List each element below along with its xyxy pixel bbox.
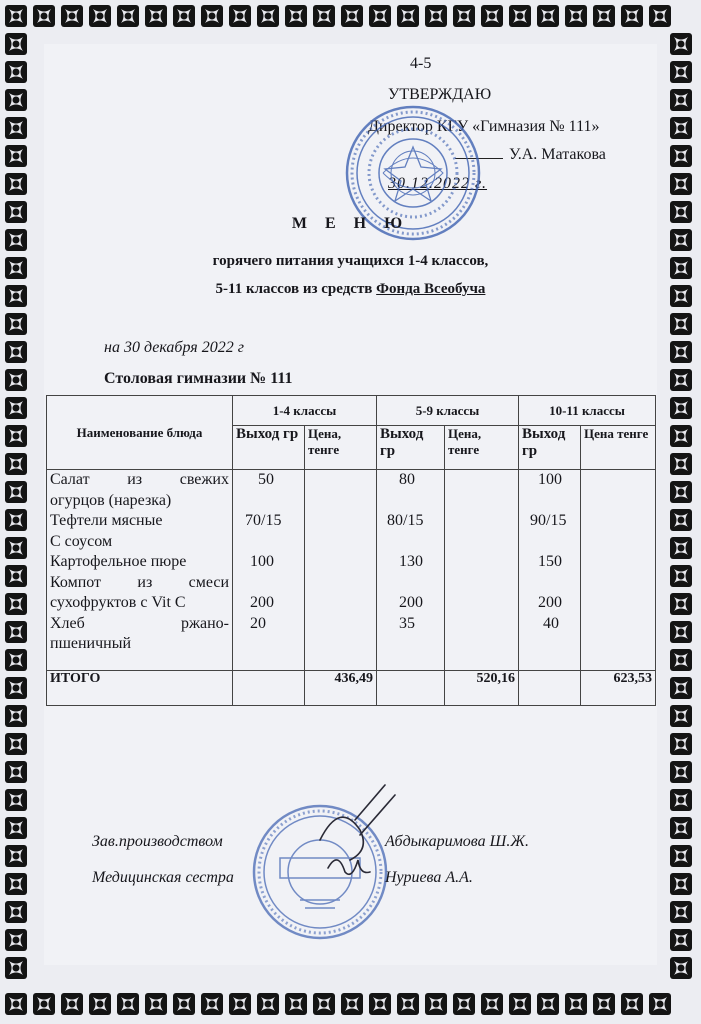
border-ornament [5, 369, 27, 391]
dish-line: огурцов (нарезка) [50, 491, 172, 509]
border-ornament [670, 677, 692, 699]
yield-value: 200 [250, 594, 274, 611]
border-ornament [670, 817, 692, 839]
border-ornament [61, 993, 83, 1015]
border-ornament [33, 5, 55, 27]
yield-value: 80 [399, 471, 415, 488]
border-ornament [5, 929, 27, 951]
border-ornament [5, 733, 27, 755]
border-ornament [285, 993, 307, 1015]
approval-heading: УТВЕРЖДАЮ [388, 86, 492, 103]
price-header: Цена, тенге [305, 426, 377, 470]
empty-cell [233, 671, 305, 706]
border-ornament [5, 789, 27, 811]
price-header: Цена, тенге [445, 426, 519, 470]
border-ornament [201, 993, 223, 1015]
yield-value: 90/15 [530, 512, 567, 529]
border-ornament [5, 761, 27, 783]
border-ornament [670, 621, 692, 643]
yield-value: 20 [250, 614, 266, 632]
production-name: Абдыкаримова Ш.Ж. [385, 833, 529, 850]
border-ornament [313, 5, 335, 27]
total-10-11: 623,53 [581, 671, 656, 706]
border-ornament [5, 509, 27, 531]
yield-header: Выход гр [377, 426, 445, 470]
dish-line: Компот из смеси [50, 573, 229, 591]
yield-value: 200 [399, 594, 423, 611]
border-ornament [670, 929, 692, 951]
border-ornament [621, 993, 643, 1015]
yield-value: 35 [399, 614, 415, 632]
border-ornament [670, 425, 692, 447]
border-ornament [670, 509, 692, 531]
border-ornament [537, 993, 559, 1015]
total-5-9: 520,16 [445, 671, 519, 706]
director-name: У.А. Матакова [509, 146, 606, 163]
price-cell-10-11 [581, 470, 656, 671]
border-ornament [649, 993, 671, 1015]
yield-header: Выход гр [519, 426, 581, 470]
border-ornament [5, 173, 27, 195]
border-ornament [593, 993, 615, 1015]
border-ornament [5, 593, 27, 615]
total-1-4: 436,49 [305, 671, 377, 706]
border-ornament [5, 341, 27, 363]
border-ornament [5, 873, 27, 895]
border-ornament [5, 33, 27, 55]
border-ornament [453, 5, 475, 27]
document-title: М Е Н Ю [291, 215, 410, 232]
border-ornament [5, 481, 27, 503]
border-ornament [670, 481, 692, 503]
border-ornament [89, 5, 111, 27]
border-ornament [670, 33, 692, 55]
border-ornament [5, 677, 27, 699]
approval-date: 30.12.2022 г. [388, 175, 488, 192]
border-ornament [670, 873, 692, 895]
border-ornament [670, 313, 692, 335]
border-ornament [670, 705, 692, 727]
dish-name-header: Наименование блюда [47, 396, 233, 470]
border-ornament [565, 5, 587, 27]
canteen-name: Столовая гимназии № 111 [104, 370, 293, 387]
menu-table [46, 395, 656, 706]
border-ornament [509, 993, 531, 1015]
border-ornament [145, 5, 167, 27]
dish-line: С соусом [50, 532, 113, 550]
border-ornament [565, 993, 587, 1015]
border-ornament [229, 5, 251, 27]
border-ornament [5, 313, 27, 335]
border-ornament [670, 117, 692, 139]
subtitle-prefix: 5-11 классов из средств [215, 281, 377, 297]
border-ornament [481, 993, 503, 1015]
border-ornament [670, 61, 692, 83]
border-ornament [257, 5, 279, 27]
price-cell-5-9 [445, 470, 519, 671]
border-ornament [5, 957, 27, 979]
border-ornament [5, 425, 27, 447]
border-ornament [5, 649, 27, 671]
border-ornament [670, 957, 692, 979]
border-ornament [89, 993, 111, 1015]
dish-line: Тефтели мясные [50, 512, 163, 529]
border-ornament [670, 789, 692, 811]
group-header-10-11: 10-11 классы [519, 396, 656, 426]
border-ornament [649, 5, 671, 27]
border-ornament [670, 649, 692, 671]
dish-line: Салат из свежих [50, 471, 229, 488]
border-ornament [425, 5, 447, 27]
border-ornament [425, 993, 447, 1015]
dish-names-cell [47, 470, 233, 671]
border-ornament [453, 993, 475, 1015]
border-ornament [369, 993, 391, 1015]
table-header-row [47, 396, 656, 426]
border-ornament [5, 117, 27, 139]
border-ornament [5, 145, 27, 167]
yield-value: 150 [538, 553, 562, 570]
approval-position: Директор КГУ «Гимназия № 111» [368, 118, 600, 135]
yield-value: 80/15 [387, 512, 424, 529]
subtitle-line-1: горячего питания учащихся 1-4 классов, [212, 253, 489, 269]
yield-cell-5-9 [377, 470, 445, 671]
border-ornament [509, 5, 531, 27]
yield-header: Выход гр [233, 426, 305, 470]
border-ornament [173, 5, 195, 27]
border-ornament [5, 993, 27, 1015]
group-header-1-4: 1-4 классы [233, 396, 377, 426]
border-ornament [5, 89, 27, 111]
fund-name: Фонда Всеобуча [376, 281, 486, 297]
border-ornament [5, 817, 27, 839]
border-ornament [670, 369, 692, 391]
yield-value: 50 [258, 471, 274, 488]
border-ornament [670, 565, 692, 587]
border-ornament [670, 397, 692, 419]
menu-date: на 30 декабря 2022 г [104, 339, 244, 356]
border-ornament [593, 5, 615, 27]
dish-line: сухофруктов с Vit C [50, 594, 186, 611]
border-ornament [397, 5, 419, 27]
border-ornament [670, 761, 692, 783]
border-ornament [313, 993, 335, 1015]
border-ornament [397, 993, 419, 1015]
yield-value: 100 [250, 553, 274, 570]
border-ornament [61, 5, 83, 27]
border-ornament [670, 845, 692, 867]
total-label: ИТОГО [47, 671, 233, 706]
border-ornament [5, 537, 27, 559]
border-ornament [537, 5, 559, 27]
nurse-name: Нуриева А.А. [385, 869, 473, 886]
border-ornament [369, 5, 391, 27]
border-ornament [257, 993, 279, 1015]
yield-value: 40 [543, 614, 559, 632]
table-row [47, 470, 656, 671]
border-ornament [5, 901, 27, 923]
dish-line: Хлеб ржано- [50, 614, 229, 632]
yield-cell-10-11 [519, 470, 581, 671]
border-ornament [670, 341, 692, 363]
border-ornament [341, 5, 363, 27]
dish-line: Картофельное пюре [50, 553, 187, 570]
border-ornament [5, 397, 27, 419]
empty-cell [519, 671, 581, 706]
border-ornament [5, 565, 27, 587]
document-number: 4-5 [410, 55, 432, 72]
price-cell-1-4 [305, 470, 377, 671]
yield-cell-1-4 [233, 470, 305, 671]
group-header-5-9: 5-9 классы [377, 396, 519, 426]
border-ornament [201, 5, 223, 27]
border-ornament [117, 993, 139, 1015]
price-header: Цена тенге [581, 426, 656, 470]
border-ornament [670, 593, 692, 615]
total-row [47, 671, 656, 706]
border-ornament [5, 621, 27, 643]
border-ornament [621, 5, 643, 27]
border-ornament [5, 61, 27, 83]
subtitle-line-2 [0, 281, 701, 298]
yield-value: 100 [538, 471, 562, 488]
border-ornament [5, 705, 27, 727]
border-ornament [670, 145, 692, 167]
border-ornament [145, 993, 167, 1015]
border-ornament [229, 993, 251, 1015]
border-ornament [33, 993, 55, 1015]
nurse-role: Медицинская сестра [92, 869, 234, 886]
border-ornament [341, 993, 363, 1015]
border-ornament [117, 5, 139, 27]
border-ornament [670, 733, 692, 755]
yield-value: 200 [538, 594, 562, 611]
border-ornament [670, 453, 692, 475]
border-ornament [173, 993, 195, 1015]
border-ornament [670, 89, 692, 111]
border-ornament [5, 453, 27, 475]
border-ornament [5, 845, 27, 867]
empty-cell [377, 671, 445, 706]
border-ornament [5, 5, 27, 27]
border-ornament [670, 537, 692, 559]
yield-value: 70/15 [245, 512, 282, 529]
dish-line: пшеничный [50, 635, 132, 652]
yield-value: 130 [399, 553, 423, 570]
border-ornament [670, 901, 692, 923]
production-role: Зав.производством [92, 833, 223, 850]
border-ornament [670, 173, 692, 195]
border-ornament [481, 5, 503, 27]
border-ornament [285, 5, 307, 27]
